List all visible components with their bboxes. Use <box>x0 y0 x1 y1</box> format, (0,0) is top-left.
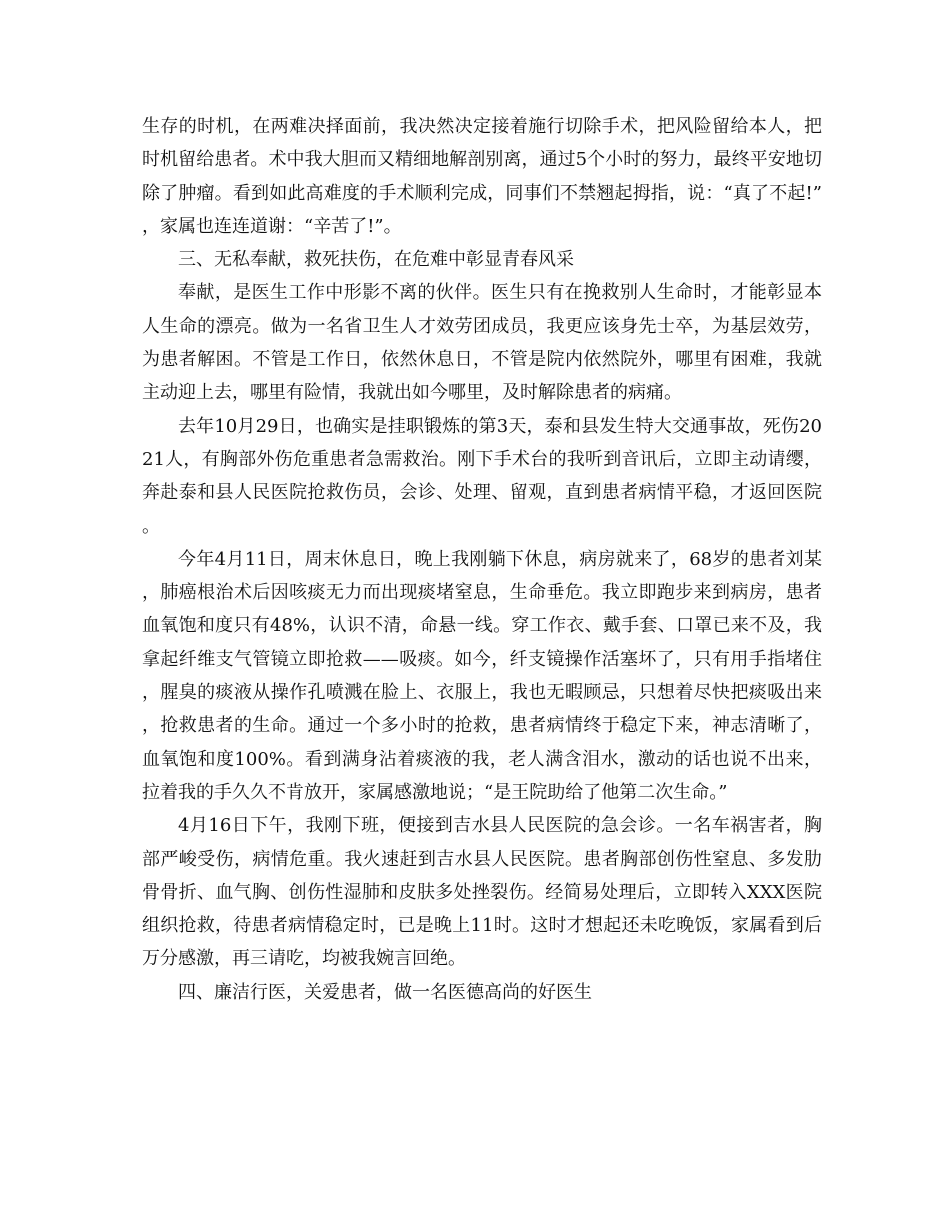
section-heading-3: 三、无私奉献，救死扶伤，在危难中彰显青春风采 <box>178 249 574 271</box>
document-body <box>142 110 822 1009</box>
paragraph-1: 生存的时机，在两难决择面前，我决然决定接着施行切除手术，把风险留给本人，把时机留给患者。术中我大胆而又精细地解剖别离，通过5个小时的努力，最终平安地切除了肿瘤。看到如此高难度的手术顺利完成，同事们不禁翘起拇指，说：“真了不起!”，家属也连连道谢：“辛苦了!”。 <box>142 116 822 237</box>
paragraph-2: 奉献，是医生工作中形影不离的伙伴。医生只有在挽救别人生命时，才能彰显本人生命的漂亮。做为一名省卫生人才效劳团成员，我更应该身先士卒，为基层效劳，为患者解困。不管是工作日，依然休息日，不管是院内依然院外，哪里有困难，我就主动迎上去，哪里有险情，我就出如今哪里，及时解除患者的病痛。 <box>142 282 822 404</box>
paragraph-4: 今年4月11日，周末休息日，晚上我刚躺下休息，病房就来了，68岁的患者刘某，肺癌根治术后因咳痰无力而出现痰堵窒息，生命垂危。我立即跑步来到病房，患者血氧饱和度只有48%，认识不清，命悬一线。穿工作衣、戴手套、口罩已来不及，我拿起纤维支气管镜立即抢救——吸痰。如今，纤支镜操作活塞坏了，只有用手指堵住，腥臭的痰液从操作孔喷溅在脸上、衣服上，我也无暇顾忌，只想着尽快把痰吸出来，抢救患者的生命。通过一个多小时的抢救，患者病情终于稳定下来，神志清晰了，血氧饱和度100%。看到满身沾着痰液的我，老人满含泪水，激动的话也说不出来，拉着我的手久久不肯放开，家属感激地说；“是王院助给了他第二次生命。” <box>142 548 822 803</box>
section-heading-4: 四、廉洁行医，关爱患者，做一名医德高尚的好医生 <box>178 981 592 1003</box>
paragraph-5: 4月16日下午，我刚下班，便接到吉水县人民医院的急会诊。一名车祸害者，胸部严峻受伤，病情危重。我火速赶到吉水县人民医院。患者胸部创伤性窒息、多发肋骨骨折、血气胸、创伤性湿肺和皮肤多处挫裂伤。经简易处理后，立即转入XXX医院组织抢救，待患者病情稳定时，已是晚上11时。这时才想起还未吃晚饭，家属看到后万分感激，再三请吃，均被我婉言回绝。 <box>142 815 822 970</box>
paragraph-3: 去年10月29日，也确实是挂职锻炼的第3天，泰和县发生特大交通事故，死伤2021人，有胸部外伤危重患者急需救治。刚下手术台的我听到音讯后，立即主动请缨，奔赴泰和县人民医院抢救伤员，会诊、处理、留观，直到患者病情平稳，才返回医院。 <box>142 415 822 537</box>
